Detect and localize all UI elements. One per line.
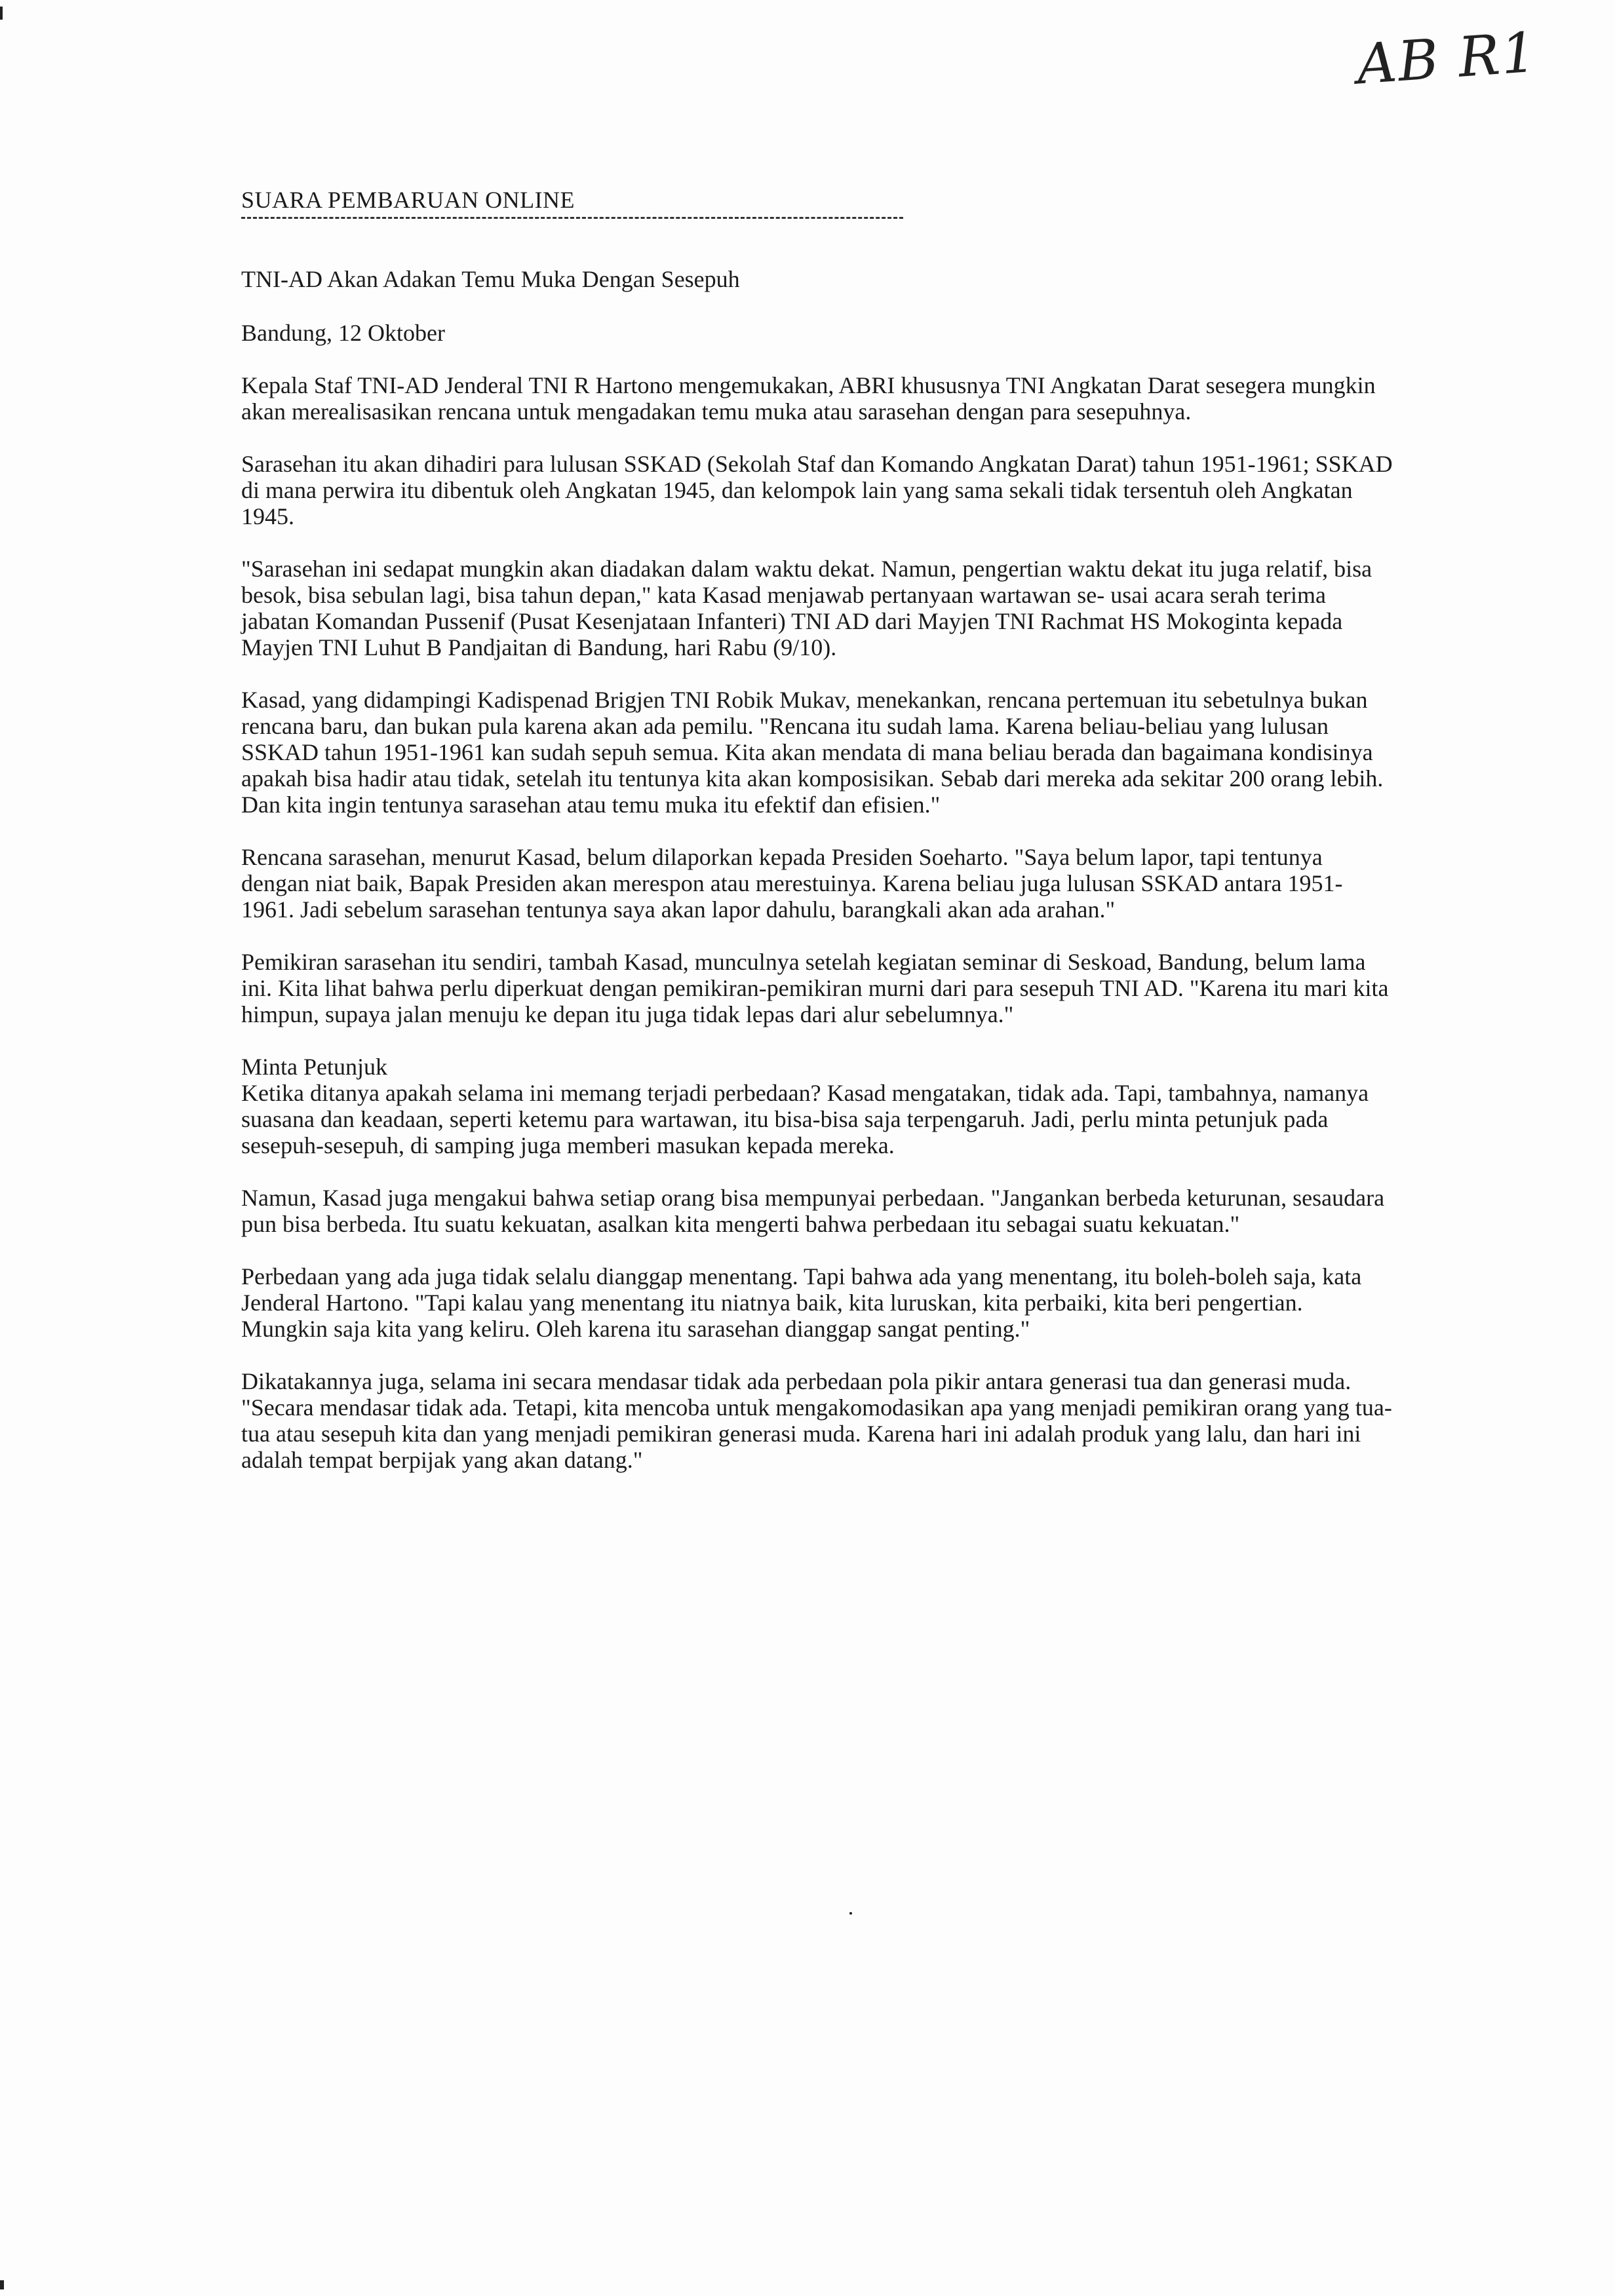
scan-speck xyxy=(849,1912,852,1915)
article-paragraph: Perbedaan yang ada juga tidak selalu dianggap menentang. Tapi bahwa ada yang menentang, itu boleh-boleh saja, kata Jenderal Hartono. "Tapi kalau yang menentang itu niatnya baik, kita luruskan, kita perbaiki, kita beri pengertian. Mungkin saja kita yang keliru. Oleh karena itu sarasehan dianggap sangat penting." xyxy=(241,1263,1362,1342)
dateline: Bandung, 12 Oktober xyxy=(241,320,445,346)
section-subheading: Minta Petunjuk xyxy=(241,1054,387,1080)
article-paragraph: Pemikiran sarasehan itu sendiri, tambah Kasad, munculnya setelah kegiatan seminar di Seskoad, Bandung, belum lama ini. Kita lihat bahwa perlu diperkuat dengan pemikiran-pemikiran murni dari para sesepuh TNI AD. "Karena itu mari kita himpun, supaya jalan menuju ke depan itu juga tidak lepas dari alur sebelumnya." xyxy=(241,949,1389,1027)
article-paragraph: Sarasehan itu akan dihadiri para lulusan SSKAD (Sekolah Staf dan Komando Angkatan Darat) tahun 1951-1961; SSKAD di mana perwira itu dibentuk oleh Angkatan 1945, dan kelompok lain yang sama sekali tidak tersentuh oleh Angkatan 1945. xyxy=(241,451,1393,529)
article-paragraph: Rencana sarasehan, menurut Kasad, belum dilaporkan kepada Presiden Soeharto. "Saya belum lapor, tapi tentunya dengan niat baik, Bapak Presiden akan merespon atau merestuinya. Karena beliau juga lulusan SSKAD antara 1951-1961. Jadi sebelum sarasehan tentunya saya akan lapor dahulu, barangkali akan ada arahan." xyxy=(241,844,1343,923)
scan-edge-mark xyxy=(0,7,3,20)
article-paragraph: Namun, Kasad juga mengakui bahwa setiap orang bisa mempunyai perbedaan. "Jangankan berbeda keturunan, sesaudara pun bisa berbeda. Itu suatu kekuatan, asalkan kita mengerti bahwa perbedaan itu sebagai suatu kekuatan." xyxy=(241,1185,1385,1237)
article-paragraph: Kepala Staf TNI-AD Jenderal TNI R Hartono mengemukakan, ABRI khususnya TNI Angkatan Darat sesegera mungkin akan merealisasikan rencana untuk mengadakan temu muka atau sarasehan dengan para sesepuhnya. xyxy=(241,372,1376,425)
scan-edge-mark xyxy=(0,2280,4,2289)
article-paragraph: Ketika ditanya apakah selama ini memang terjadi perbedaan? Kasad mengatakan, tidak ada. Tapi, tambahnya, namanya suasana dan keadaan, seperti ketemu para wartawan, itu bisa-bisa saja terpengaruh. Jadi, perlu minta petunjuk pada sesepuh-sesepuh, di samping juga memberi masukan kepada mereka. xyxy=(241,1080,1369,1158)
dashed-divider xyxy=(241,217,903,219)
article-paragraph: Kasad, yang didampingi Kadispenad Brigjen TNI Robik Mukav, menekankan, rencana pertemuan itu sebetulnya bukan rencana baru, dan bukan pula karena akan ada pemilu. "Rencana itu sudah lama. Karena beliau-beliau yang lulusan SSKAD tahun 1951-1961 kan sudah sepuh semua. Kita akan mendata di mana beliau berada dan bagaimana kondisinya apakah bisa hadir atau tidak, setelah itu tentunya kita akan komposisikan. Sebab dari mereka ada sekitar 200 orang lebih. Dan kita ingin tentunya sarasehan atau temu muka itu efektif dan efisien." xyxy=(241,687,1384,818)
masthead: SUARA PEMBARUAN ONLINE xyxy=(241,187,575,213)
article-paragraph: "Sarasehan ini sedapat mungkin akan diadakan dalam waktu dekat. Namun, pengertian waktu dekat itu juga relatif, bisa besok, bisa sebulan lagi, bisa tahun depan," kata Kasad menjawab pertanyaan wartawan se- usai acara serah terima jabatan Komandan Pussenif (Pusat Kesenjataan Infanteri) TNI AD dari Mayjen TNI Rachmat HS Mokoginta kepada Mayjen TNI Luhut B Pandjaitan di Bandung, hari Rabu (9/10). xyxy=(241,556,1372,660)
document-body xyxy=(241,187,1395,1473)
article-paragraph: Dikatakannya juga, selama ini secara mendasar tidak ada perbedaan pola pikir antara generasi tua dan generasi muda. "Secara mendasar tidak ada. Tetapi, kita mencoba untuk mengakomodasikan apa yang menjadi pemikiran orang yang tua-tua atau sesepuh kita dan yang menjadi pemikiran generasi muda. Karena hari ini adalah produk yang lalu, dan hari ini adalah tempat berpijak yang akan datang." xyxy=(241,1368,1392,1473)
article-title: TNI-AD Akan Adakan Temu Muka Dengan Sesepuh xyxy=(241,266,740,292)
handwritten-annotation: AB R1 xyxy=(1354,20,1540,97)
